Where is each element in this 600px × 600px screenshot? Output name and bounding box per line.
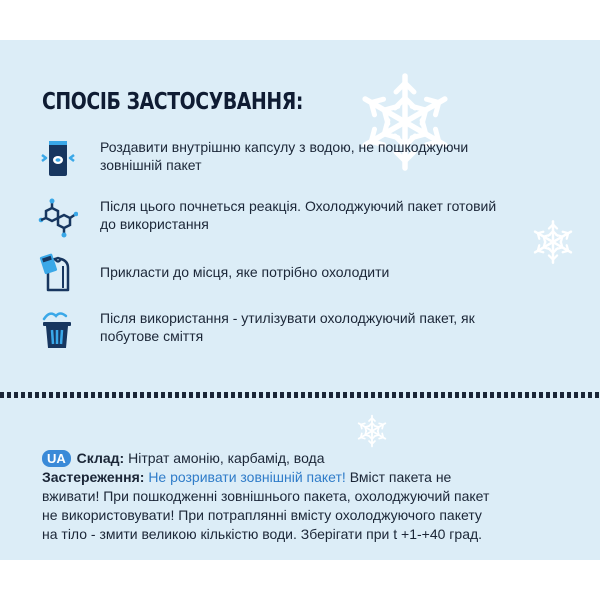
instructions-panel [0, 40, 600, 560]
reaction-molecule-icon [38, 198, 78, 238]
warning-text: Вміст пакета не вживати! При пошкодженні зовнішнього пакета, охолоджуючий пакет не використовувати! При потраплянні вмісту охолоджуючого пакету на тіло - змити великою кількістю води. Зберігати при t +1-+40 град. [42, 469, 490, 542]
step-3-text: Прикласти до місця, яке потрібно охолодити [100, 264, 390, 280]
snowflake-medium-icon [526, 215, 580, 269]
step-2-text: Після цього почнеться реакція. Охолоджуючий пакет готовий до використання [100, 198, 497, 232]
dashed-divider [0, 392, 600, 398]
apply-to-body-icon [38, 252, 78, 292]
warning-label: Застереження: [42, 469, 145, 485]
trash-bin-icon [38, 310, 78, 350]
composition-label: Склад: [76, 450, 125, 466]
info-block [42, 449, 492, 544]
step-4-text: Після використання - утилізувати охолоджуючий пакет, як побутове сміття [100, 310, 475, 344]
water-capsule-icon [38, 139, 78, 179]
composition-value: Нітрат амонію, карбамід, вода [124, 450, 325, 466]
step-1-text: Роздавити внутрішню капсулу з водою, не пошкоджуючи зовнішній пакет [100, 139, 469, 173]
section-title: СПОСІБ ЗАСТОСУВАННЯ: [42, 89, 303, 115]
language-badge: UA [42, 450, 71, 467]
snowflake-small-icon [352, 411, 392, 451]
warning-accent: Не розривати зовнішній пакет! [148, 469, 346, 485]
